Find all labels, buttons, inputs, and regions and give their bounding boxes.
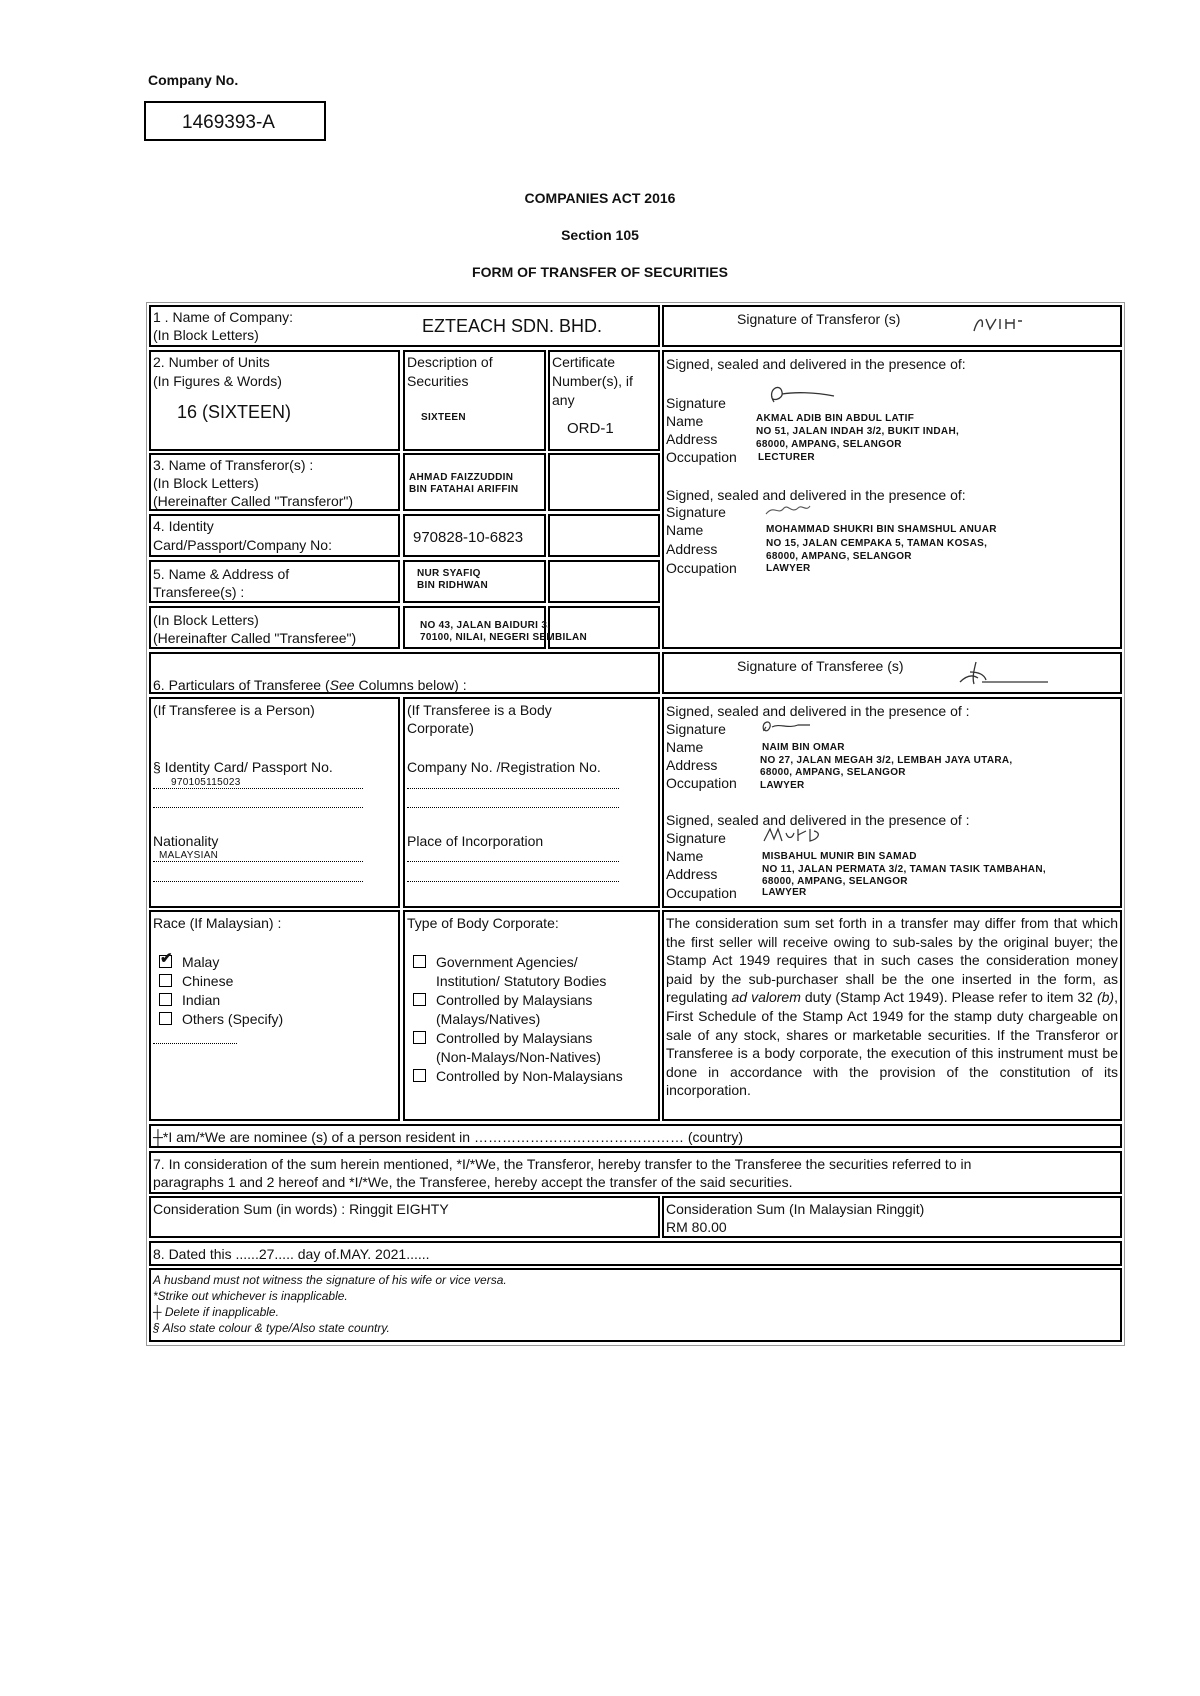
person-id-label: § Identity Card/ Passport No. <box>153 759 333 775</box>
witness2-address-2: 68000, AMPANG, SELANGOR <box>766 551 912 562</box>
form-title: FORM OF TRANSFER OF SECURITIES <box>472 264 728 280</box>
registration-label: Company No. /Registration No. <box>407 759 601 775</box>
certificate-value: ORD-1 <box>567 420 614 437</box>
transferor-label-cell <box>149 453 400 511</box>
person-id-dots-1 <box>153 788 363 789</box>
witness2-occupation: LAWYER <box>766 563 811 574</box>
dated-text <box>153 1246 430 1263</box>
transferee-label-1: 5. Name & Address of <box>153 566 290 582</box>
body-corp-option-3b: (Non-Malays/Non-Natives) <box>436 1049 601 1065</box>
identity-value: 970828-10-6823 <box>413 529 524 546</box>
footnote-2: *Strike out whichever is inapplicable. <box>153 1289 348 1303</box>
body-corp-gov-label: Government Agencies/ <box>436 954 578 970</box>
witness3-name: NAIM BIN OMAR <box>762 742 845 753</box>
witness2-address-label: Address <box>666 541 718 557</box>
identity-label-2: Card/Passport/Company No: <box>153 537 332 553</box>
transferee-label-cell <box>149 560 400 603</box>
witness1-signature-label: Signature <box>666 395 726 411</box>
witness1-name: AKMAL ADIB BIN ABDUL LATIF <box>756 413 915 424</box>
company-no-label: Company No. <box>148 72 239 88</box>
dated-mid: ..... day of <box>274 1246 336 1262</box>
identity-label-1: 4. Identity <box>153 518 214 534</box>
identity-extra-cell <box>548 514 660 557</box>
witness4-address-1: NO 11, JALAN PERMATA 3/2, TAMAN TASIK TAMBAHAN, <box>762 864 1046 875</box>
witness2-signature-label: Signature <box>666 504 726 520</box>
particulars-cell <box>149 652 660 694</box>
body-corp-option-1b: Institution/ Statutory Bodies <box>436 973 607 989</box>
consideration-words-cell <box>149 1196 660 1238</box>
dated-month: .MAY. 2021 <box>335 1246 407 1262</box>
witness1-occupation: LECTURER <box>758 452 815 463</box>
body-corp-nonmalays-checkbox[interactable] <box>413 1031 426 1044</box>
description-label-1: Description of <box>407 354 493 370</box>
consideration-paragraph-cell <box>149 1151 1122 1194</box>
nationality-value: MALAYSIAN <box>159 850 219 861</box>
witness3-occupation: LAWYER <box>760 780 805 791</box>
witness4-signature-label: Signature <box>666 830 726 846</box>
transferee-address-2: 70100, NILAI, NEGERI SEMBILAN <box>420 632 588 643</box>
witness1-address-2: 68000, AMPANG, SELANGOR <box>756 439 902 450</box>
witness3-signed-label: Signed, sealed and delivered in the presence of : <box>666 703 970 719</box>
witness2-name: MOHAMMAD SHUKRI BIN SHAMSHUL ANUAR <box>766 524 997 535</box>
transferee-signature-label: Signature of Transferee (s) <box>737 658 904 674</box>
race-label: Race (If Malaysian) : <box>153 915 282 931</box>
witness4-name-label: Name <box>666 848 704 864</box>
witness3-address-label: Address <box>666 757 718 773</box>
witness1-address-label: Address <box>666 431 718 447</box>
section-heading: Section 105 <box>561 227 639 243</box>
description-value: SIXTEEN <box>421 412 466 423</box>
particulars-label-end: Columns below) : <box>354 677 467 693</box>
transferor-signature-icon <box>970 313 1030 335</box>
transferee-address-1: NO 43, JALAN BAIDURI 3, <box>420 620 551 631</box>
body-corp-nonmalays-label: Controlled by Malaysians <box>436 1030 593 1046</box>
witness1-signature-icon <box>764 382 844 406</box>
identity-label-cell <box>149 514 400 557</box>
race-others-dots <box>153 1043 237 1044</box>
footnote-3 <box>153 1304 279 1320</box>
units-label-1: 2. Number of Units <box>153 354 270 370</box>
race-malay-label: Malay <box>182 954 220 970</box>
stamp-note-p3: , First Schedule of the Stamp Act 1949 for the stamp duty chargeable on sale of any stock, shares or marketable securities. If the Transferor or Transferee is a body corporate, the execution of this instrument must be done in accordance with the provision of the constitution of its incorporation. <box>666 989 1118 1099</box>
body-corp-option-1[interactable] <box>413 954 578 971</box>
incorporation-dots-2 <box>407 881 619 882</box>
witness3-signature-label: Signature <box>666 721 726 737</box>
consideration-words-label: Consideration Sum (in words) : Ringgit <box>153 1201 393 1217</box>
witness1-name-label: Name <box>666 413 704 429</box>
company-name: EZTEACH SDN. BHD. <box>422 316 603 336</box>
body-corp-malays-label: Controlled by Malaysians <box>436 992 593 1008</box>
transferor-extra-cell <box>548 453 660 511</box>
transferor-witness-cell <box>662 350 1122 649</box>
transferor-signature-cell <box>662 305 1122 347</box>
nationality-dots-2 <box>153 881 363 882</box>
race-option-indian[interactable] <box>159 992 220 1009</box>
consideration-rm-cell <box>662 1196 1122 1238</box>
transferor-label-1: 3. Name of Transferor(s) : <box>153 457 314 473</box>
footnote-4: § Also state colour & type/Also state country. <box>153 1321 390 1335</box>
corporate-cell <box>403 697 660 908</box>
transferee-name-1: NUR SYAFIQ <box>417 568 481 579</box>
transferee-witness-cell <box>662 697 1122 908</box>
consideration-rm-value: RM 80.00 <box>666 1219 727 1235</box>
consideration-para-1: 7. In consideration of the sum herein mentioned, *I/*We, the Transferor, hereby transfer to the Transferee the securities referred to in <box>153 1156 972 1172</box>
particulars-label <box>153 677 467 694</box>
race-chinese-checkbox[interactable] <box>159 974 172 987</box>
nominee-country: (country) <box>687 1129 744 1145</box>
witness2-address-1: NO 15, JALAN CEMPAKA 5, TAMAN KOSAS, <box>766 538 988 549</box>
company-name-cell <box>149 305 660 347</box>
footnote-1: A husband must not witness the signature of his wife or vice versa. <box>153 1273 507 1287</box>
witness4-signature-icon <box>762 825 832 845</box>
stamp-note-p1: The consideration sum set forth in a transfer may differ from that which the first seller will receive owing to sub-sales by the original buyer; the Stamp Act 1949 requires that in such cases the consideration money paid by the sub-purchaser shall be the one inserted in the form, as regulating <box>666 915 1118 1006</box>
nominee-dagger-icon: ┼ <box>153 1129 163 1145</box>
race-cell <box>149 910 400 1121</box>
witness3-occupation-label: Occupation <box>666 775 737 791</box>
nationality-dots-1 <box>153 861 363 862</box>
consideration-words <box>153 1201 449 1218</box>
transferee-signature-icon <box>952 658 1052 688</box>
dated-day: 27 <box>258 1246 275 1262</box>
race-others-label: Others (Specify) <box>182 1011 284 1027</box>
consideration-rm-label: Consideration Sum (In Malaysian Ringgit) <box>666 1201 925 1217</box>
stamp-note <box>666 914 1118 1100</box>
registration-dots-1 <box>407 788 619 789</box>
stamp-note-italic-2: (b) <box>1096 989 1115 1006</box>
witness1-occupation-label: Occupation <box>666 449 737 465</box>
description-label-2: Securities <box>407 373 469 389</box>
units-label-2: (In Figures & Words) <box>153 373 282 389</box>
body-corp-option-4[interactable] <box>413 1068 623 1085</box>
certificate-label-1: Certificate <box>552 354 616 370</box>
corporate-heading-2: Corporate) <box>407 720 474 736</box>
witness2-signature-icon <box>764 502 814 518</box>
act-heading: COMPANIES ACT 2016 <box>524 190 676 206</box>
person-heading: (If Transferee is a Person) <box>153 702 315 718</box>
incorporation-dots-1 <box>407 861 619 862</box>
race-others-checkbox[interactable] <box>159 1012 172 1025</box>
transferor-signature-label: Signature of Transferor (s) <box>737 311 901 327</box>
transferee-label-4: (Hereinafter Called "Transferee") <box>153 630 357 646</box>
stamp-note-italic: ad valorem <box>731 989 801 1006</box>
race-option-malay[interactable] <box>159 954 219 971</box>
certificate-cell <box>548 350 660 451</box>
consideration-para-2: paragraphs 1 and 2 hereof and *I/*We, the Transferee, hereby accept the transfer of the said securities. <box>153 1174 793 1190</box>
body-corp-malays-checkbox[interactable] <box>413 993 426 1006</box>
transferor-name-2: BIN FATAHAI ARIFFIN <box>409 484 519 495</box>
transferor-label-2: (In Block Letters) <box>153 475 259 491</box>
transferor-name-cell <box>403 453 546 511</box>
race-chinese-label: Chinese <box>182 973 234 989</box>
witness4-occupation-label: Occupation <box>666 885 737 901</box>
description-cell <box>403 350 546 451</box>
transferor-label-3: (Hereinafter Called "Transferor") <box>153 493 354 509</box>
witness2-name-label: Name <box>666 522 704 538</box>
stamp-note-p2: duty (Stamp Act 1949). Please refer to item 32 <box>800 989 1097 1006</box>
witness1-address-1: NO 51, JALAN INDAH 3/2, BUKIT INDAH, <box>756 426 960 437</box>
company-label-1: 1 . Name of Company: <box>153 309 294 325</box>
transferee-label-cell-2 <box>149 606 400 649</box>
race-option-others[interactable] <box>159 1011 283 1028</box>
witness3-address-2: 68000, AMPANG, SELANGOR <box>760 767 906 778</box>
certificate-label-3: any <box>552 392 575 408</box>
nominee-dots: ……………………………………… <box>473 1129 684 1145</box>
race-indian-checkbox[interactable] <box>159 993 172 1006</box>
transferee-label-3: (In Block Letters) <box>153 612 259 628</box>
identity-value-cell <box>403 514 546 557</box>
race-indian-label: Indian <box>182 992 221 1008</box>
body-corp-option-3[interactable] <box>413 1030 592 1047</box>
units-value: 16 (SIXTEEN) <box>177 402 292 422</box>
transferee-signature-cell <box>662 652 1122 694</box>
particulars-label-see: See <box>329 677 355 693</box>
witness4-address-label: Address <box>666 866 718 882</box>
witness4-name: MISBAHUL MUNIR BIN SAMAD <box>762 851 917 862</box>
company-label-2: (In Block Letters) <box>153 327 259 343</box>
person-cell <box>149 697 400 908</box>
company-no-box <box>144 101 326 141</box>
nominee-text <box>153 1129 743 1146</box>
transferee-label-2: Transferee(s) : <box>153 584 245 600</box>
person-id-value: 970105115023 <box>171 777 241 788</box>
stamp-note-cell <box>662 910 1122 1121</box>
body-corp-foreign-checkbox[interactable] <box>413 1069 426 1082</box>
witness3-name-label: Name <box>666 739 704 755</box>
person-id-dots-2 <box>153 807 363 808</box>
nominee-cell <box>149 1124 1122 1148</box>
body-corp-option-2b: (Malays/Natives) <box>436 1011 541 1027</box>
registration-dots-2 <box>407 807 619 808</box>
witness2-occupation-label: Occupation <box>666 560 737 576</box>
transferee-name-cell <box>403 560 546 603</box>
witness3-signature-icon <box>758 717 818 735</box>
dated-prefix: 8. Dated this ...... <box>153 1246 259 1262</box>
transferee-extra-cell <box>548 560 660 603</box>
nominee-statement: *I am/*We are nominee (s) of a person resident in <box>162 1129 471 1145</box>
body-corporate-cell <box>403 910 660 1121</box>
company-no: 1469393-A <box>182 112 275 133</box>
nationality-label: Nationality <box>153 833 219 849</box>
consideration-words-value: EIGHTY <box>396 1201 449 1217</box>
footnote-dagger-icon: ┼ <box>153 1305 165 1319</box>
race-malay-checkbox[interactable] <box>159 955 172 968</box>
witness1-signed-label: Signed, sealed and delivered in the presence of: <box>666 356 966 372</box>
witness4-address-2: 68000, AMPANG, SELANGOR <box>762 876 908 887</box>
footnote-3-text: Delete if inapplicable. <box>164 1305 279 1319</box>
units-cell <box>149 350 400 451</box>
witness4-signed-label: Signed, sealed and delivered in the presence of : <box>666 812 970 828</box>
dated-suffix: ...... <box>406 1246 430 1262</box>
dated-cell <box>149 1241 1122 1266</box>
witness3-address-1: NO 27, JALAN MEGAH 3/2, LEMBAH JAYA UTARA, <box>760 755 1013 766</box>
transferee-name-2: BIN RIDHWAN <box>417 580 489 591</box>
witness4-occupation: LAWYER <box>762 887 807 898</box>
transferor-name-1: AHMAD FAIZZUDDIN <box>409 472 514 483</box>
particulars-label-start: 6. Particulars of Transferee ( <box>153 677 330 693</box>
witness2-signed-label: Signed, sealed and delivered in the presence of: <box>666 487 966 503</box>
body-corp-option-2[interactable] <box>413 992 592 1009</box>
body-corp-foreign-label: Controlled by Non-Malaysians <box>436 1068 623 1084</box>
incorporation-label: Place of Incorporation <box>407 833 544 849</box>
race-option-chinese[interactable] <box>159 973 233 990</box>
body-corporate-label: Type of Body Corporate: <box>407 915 559 931</box>
corporate-heading-1: (If Transferee is a Body <box>407 702 552 718</box>
body-corp-gov-checkbox[interactable] <box>413 955 426 968</box>
footnotes-cell <box>149 1268 1122 1342</box>
certificate-label-2: Number(s), if <box>552 373 633 389</box>
